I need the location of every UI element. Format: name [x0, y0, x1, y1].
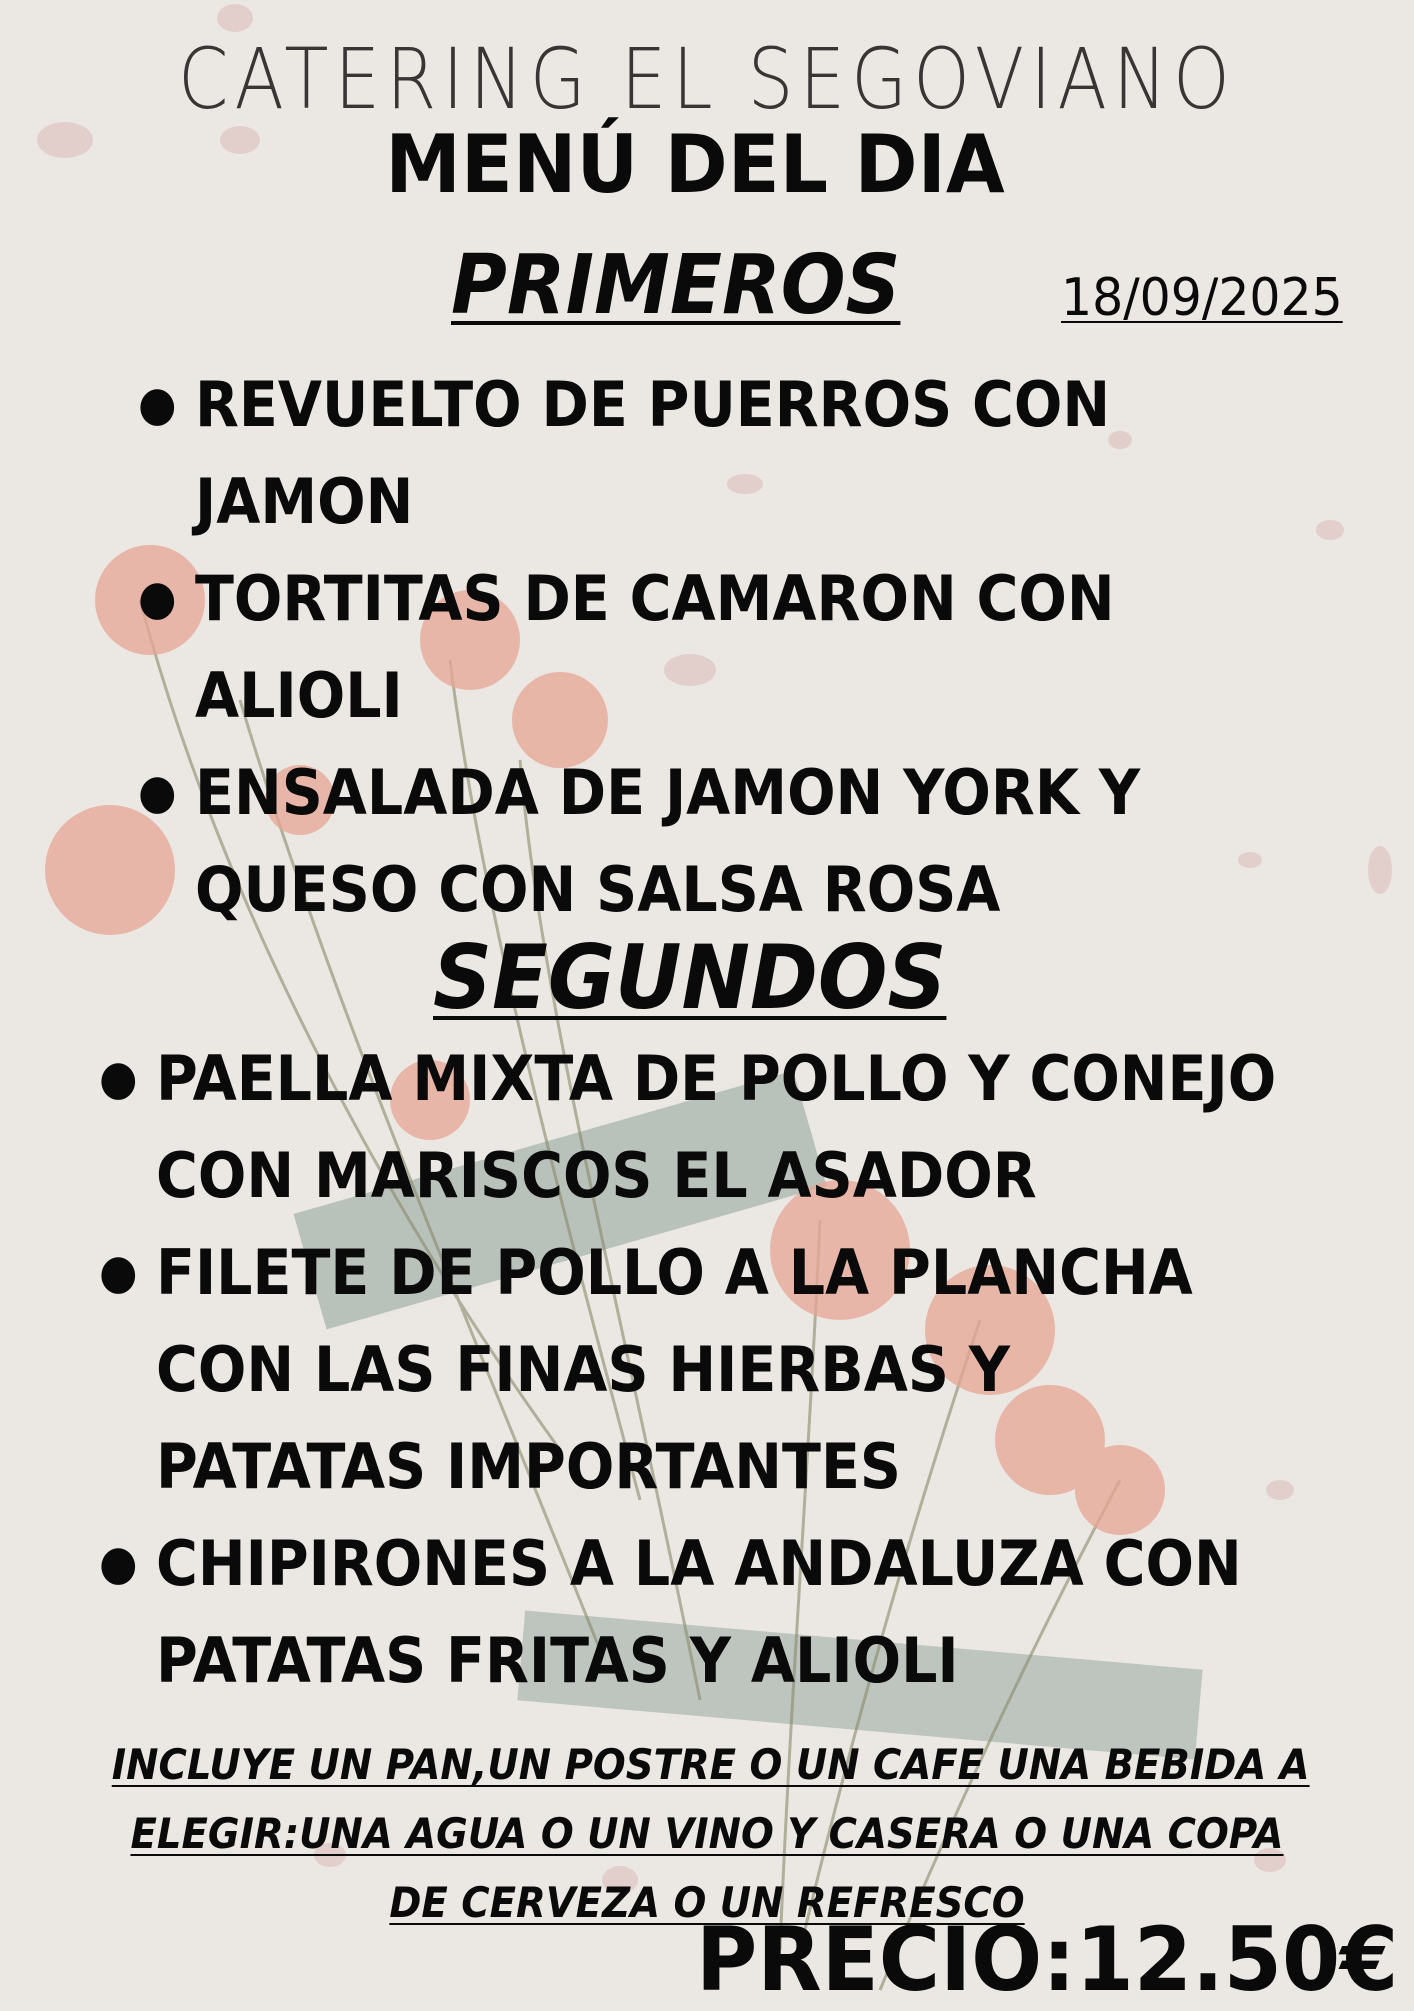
note-line: INCLUYE UN PAN,UN POSTRE O UN CAFE UNA BEBIDA A — [111, 1740, 1310, 1789]
menu-date: 18/09/2025 — [1061, 268, 1343, 328]
list-item: ● ENSALADA DE JAMON YORK Y QUESO CON SALSA ROSA — [195, 744, 1207, 938]
list-item: ● REVUELTO DE PUERROS CON JAMON — [195, 356, 1207, 550]
bullet-icon: ● — [98, 1244, 138, 1300]
note-line: DE CERVEZA O UN REFRESCO — [389, 1878, 1025, 1927]
includes-note — [60, 1730, 1354, 1937]
primeros-list — [137, 356, 1295, 938]
price-label: PRECIO:12.50€ — [695, 1908, 1398, 2011]
segundos-heading: SEGUNDOS — [433, 926, 947, 1029]
menu-title: MENÚ DEL DIA — [385, 118, 1005, 211]
note-line: ELEGIR:UNA AGUA O UN VINO Y CASERA O UNA COPA — [130, 1809, 1284, 1858]
bullet-icon: ● — [98, 1050, 138, 1106]
segundos-list — [98, 1030, 1396, 1709]
bullet-icon: ● — [98, 1535, 138, 1591]
catering-brand: CATERING EL SEGOVIANO — [178, 30, 1236, 128]
list-item: ● FILETE DE POLLO A LA PLANCHA CON LAS FINAS HIERBAS Y PATATAS IMPORTANTES — [156, 1224, 1297, 1515]
primeros-heading: PRIMEROS — [451, 238, 901, 333]
bullet-icon: ● — [137, 376, 177, 432]
list-item: ● CHIPIRONES A LA ANDALUZA CON PATATAS FRITAS Y ALIOLI — [156, 1515, 1297, 1709]
bullet-icon: ● — [137, 764, 177, 820]
list-item: ● TORTITAS DE CAMARON CON ALIOLI — [195, 550, 1207, 744]
bullet-icon: ● — [137, 570, 177, 626]
list-item: ● PAELLA MIXTA DE POLLO Y CONEJO CON MARISCOS EL ASADOR — [156, 1030, 1297, 1224]
